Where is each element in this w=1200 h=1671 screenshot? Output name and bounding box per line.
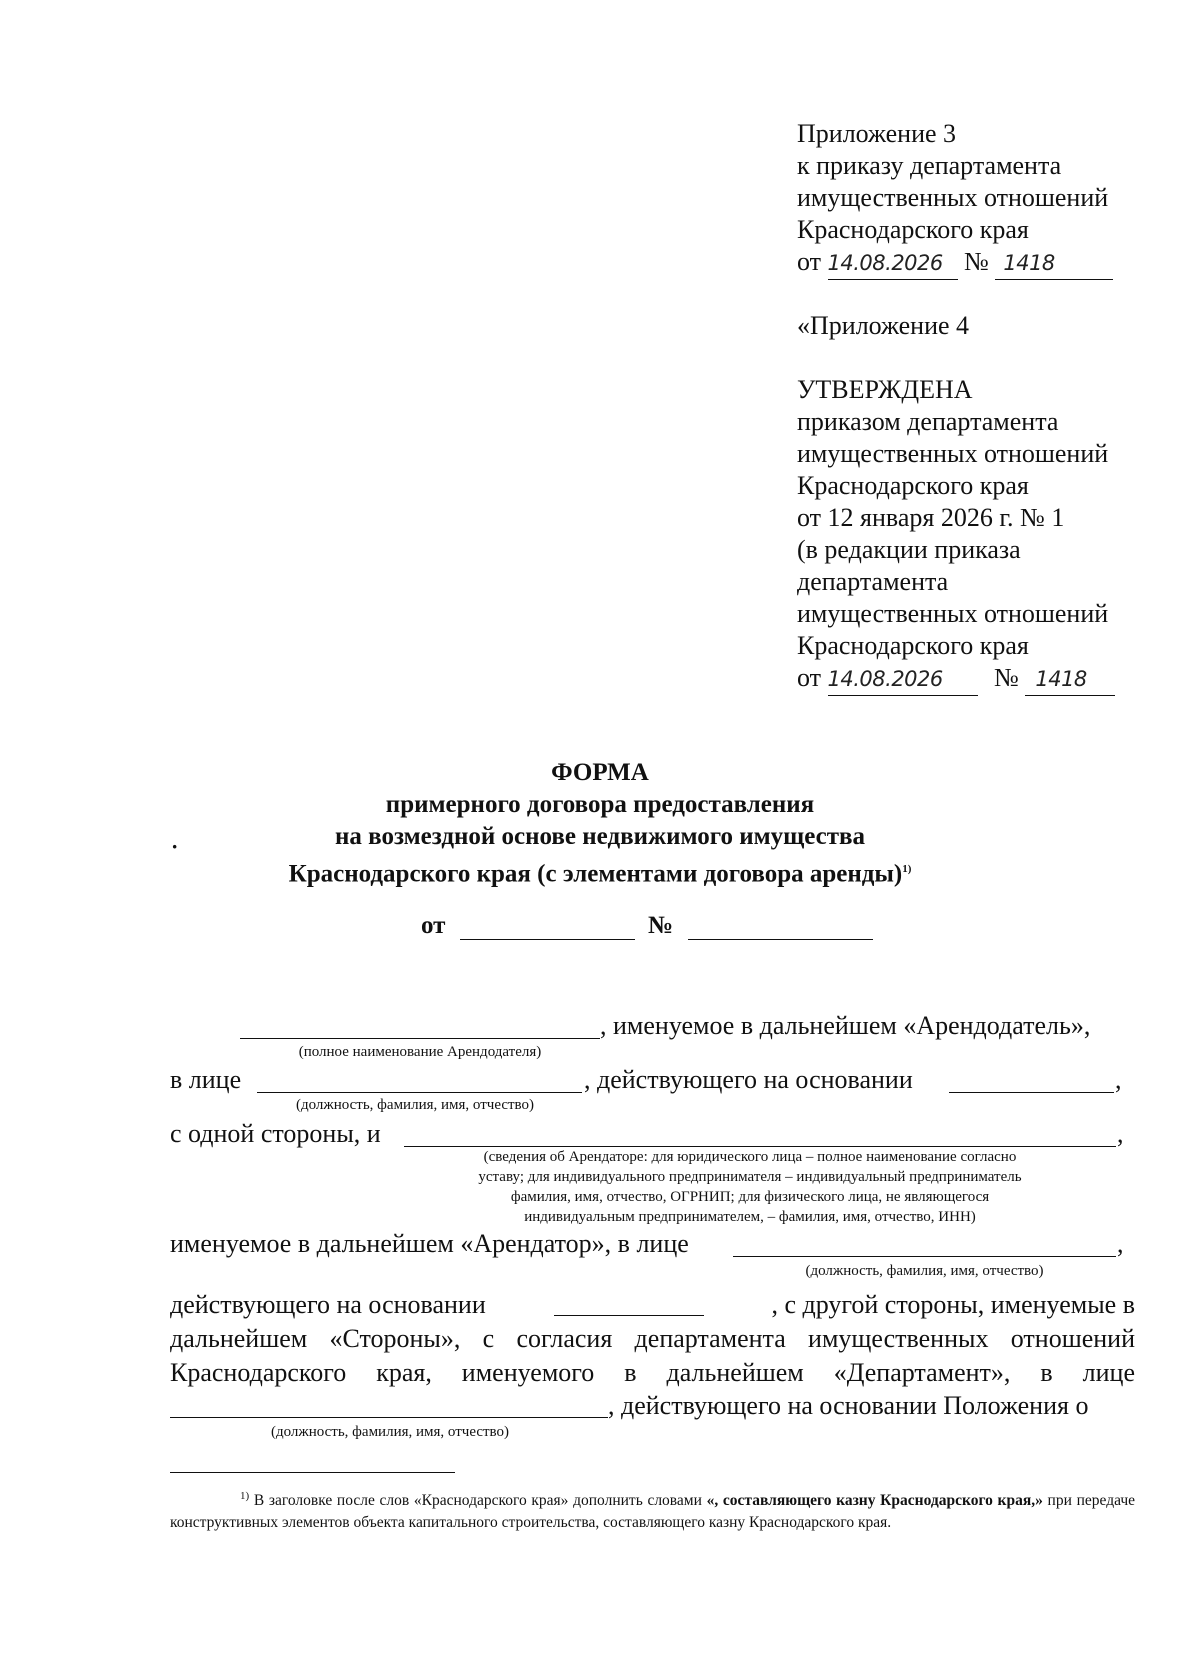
approved-date-prefix: от <box>797 663 822 692</box>
approved-line7: имущественных отношений <box>797 599 1109 628</box>
appendix-line4: Краснодарского края <box>797 215 1029 244</box>
landlord-name-caption: (полное наименование Арендодателя) <box>298 1044 542 1060</box>
footnote-text-part2: при передаче конструктивных элементов объекта капитального строительства, составляющего казну Краснодарского края. <box>170 1492 1136 1532</box>
approved-date-handwritten: 14.08.2026 <box>828 664 978 696</box>
tenant-intro-text: именуемое в дальнейшем «Арендатор», в лице <box>170 1229 689 1258</box>
contract-date-label: от <box>421 912 446 939</box>
form-title-line2: примерного договора предоставления <box>385 791 815 818</box>
approved-line2: имущественных отношений <box>797 439 1109 468</box>
approved-heading: УТВЕРЖДЕНА <box>797 375 973 404</box>
form-title-line4-text: Краснодарского края (с элементами договора аренды) <box>288 860 903 888</box>
footnote-mark: 1) <box>240 1490 250 1502</box>
margin-dot: · <box>171 834 179 859</box>
approved-number-sign: № <box>994 663 1019 692</box>
form-title-line3: на возмездной основе недвижимого имущества <box>334 823 866 850</box>
appendix-line3: имущественных отношений <box>797 183 1109 212</box>
landlord-name-blank <box>240 1038 600 1039</box>
approved-number-handwritten: 1418 <box>1025 664 1115 696</box>
approved-line5: (в редакции приказа <box>797 535 1021 564</box>
one-side-prefix: с одной стороны, и <box>170 1119 381 1148</box>
paragraph-line1-part2: , с другой стороны, именуемые в <box>771 1290 1135 1319</box>
appendix-number-sign: № <box>964 247 989 276</box>
contract-number-label: № <box>648 912 674 939</box>
title-footnote-mark: 1) <box>902 863 912 875</box>
landlord-representative-caption: (должность, фамилия, имя, отчество) <box>295 1097 535 1113</box>
tenant-info-caption-3: фамилия, имя, отчество, ОГРНИП; для физического лица, не являющегося <box>510 1189 990 1205</box>
appendix-line2: к приказу департамента <box>797 151 1062 180</box>
line4-comma: , <box>1117 1229 1124 1258</box>
line2-comma: , <box>1115 1065 1122 1094</box>
department-representative-caption: (должность, фамилия, имя, отчество) <box>270 1424 510 1440</box>
tenant-basis-blank <box>554 1288 704 1316</box>
line3-comma: , <box>1117 1119 1124 1148</box>
approved-line8: Краснодарского края <box>797 631 1029 660</box>
approved-line1: приказом департамента <box>797 407 1059 436</box>
landlord-basis-blank <box>949 1092 1114 1093</box>
paragraph-line2: дальнейшем «Стороны», с согласия департамента имущественных отношений <box>170 1324 1135 1353</box>
paragraph-line4-text: , действующего на основании Положения о <box>608 1391 1089 1420</box>
appendix-date-row <box>797 246 1113 280</box>
contract-number-blank <box>688 939 873 940</box>
form-title: ФОРМА <box>551 759 649 786</box>
footnote-separator <box>170 1472 455 1473</box>
appendix-line1: Приложение 3 <box>797 119 957 148</box>
landlord-intro-text: , именуемое в дальнейшем «Арендодатель», <box>600 1011 1091 1040</box>
form-title-line4 <box>170 854 1030 889</box>
department-representative-blank <box>170 1417 608 1418</box>
tenant-info-caption-4: индивидуальным предпринимателем, – фамилия, имя, отчество, ИНН) <box>524 1209 976 1225</box>
landlord-representative-blank <box>257 1092 582 1093</box>
approved-line4: от 12 января 2026 г. № 1 <box>797 503 1065 532</box>
footnote-text-bold: «, составляющего казну Краснодарского края,» <box>706 1492 1043 1510</box>
paragraph-line3: Краснодарского края, именуемого в дальнейшем «Департамент», в лице <box>170 1358 1135 1387</box>
paragraph-line1 <box>170 1288 1135 1322</box>
in-person-prefix: в лице <box>170 1065 242 1094</box>
paragraph-line1-part1: действующего на основании <box>170 1290 486 1319</box>
tenant-representative-blank <box>733 1256 1116 1257</box>
appendix-number-handwritten: 1418 <box>995 248 1113 280</box>
approved-date-row <box>797 662 1115 696</box>
tenant-representative-caption: (должность, фамилия, имя, отчество) <box>805 1263 1044 1279</box>
acting-basis-text: , действующего на основании <box>584 1065 913 1094</box>
footnote-text <box>170 1485 1135 1534</box>
approved-line6: департамента <box>797 567 949 596</box>
tenant-info-blank <box>404 1146 1116 1147</box>
footnote-text-part1: В заголовке после слов «Краснодарского края» дополнить словами <box>249 1492 707 1510</box>
tenant-info-caption-1: (сведения об Арендаторе: для юридического лица – полное наименование согласно <box>483 1149 1017 1165</box>
appendix-date-prefix: от <box>797 247 822 276</box>
prior-appendix-label: «Приложение 4 <box>797 311 970 340</box>
tenant-info-caption-2: уставу; для индивидуального предпринимателя – индивидуальный предприниматель <box>478 1169 1022 1185</box>
approved-line3: Краснодарского края <box>797 471 1029 500</box>
appendix-date-handwritten: 14.08.2026 <box>828 248 958 280</box>
contract-date-blank <box>460 939 635 940</box>
